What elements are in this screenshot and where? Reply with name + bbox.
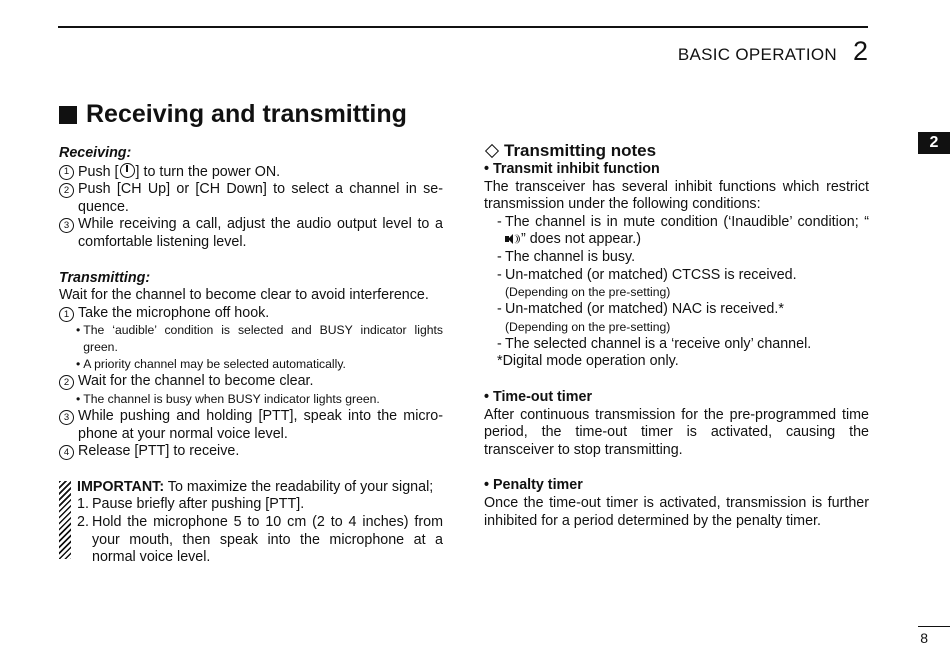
receiving-step-2 [59,181,443,216]
transmitting-intro: Wait for the channel to become clear to avoid interference. [59,287,429,304]
page-number-rule [918,626,950,627]
condition-1-text-a: The channel is in mute condition (‘Inaudible’ condition; “ [505,213,869,230]
section-number: 2 [852,36,868,66]
power-icon [120,163,135,178]
note-text: The channel is busy when BUSY indicator lights green. [83,391,380,406]
note-text: A priority channel may be selected automatically. [83,357,346,372]
top-rule [58,26,868,28]
dash-marker: - [497,248,502,265]
condition-3-text: Un-matched (or matched) CTCSS is received. [505,266,797,283]
important-notice [59,479,443,567]
timeout-heading: • Time-out timer [484,388,593,405]
inhibit-condition-5 [484,336,869,354]
page-title-text: Receiving and transmitting [86,100,407,128]
section-header [678,36,868,67]
bullet-icon: • [76,357,81,372]
dash-marker: - [497,213,502,230]
important-text: To maximize the readability of your signal; [164,478,434,495]
important-item-1 [77,496,443,514]
transmitting-step-1-note-1 [59,322,443,356]
inhibit-condition-1 [484,214,869,249]
transmitting-step-4 [59,443,443,461]
item-number: 2. [77,513,89,530]
page-number: 8 [920,630,928,646]
condition-4-text: Un-matched (or matched) NAC is received.* [505,301,784,318]
transmitting-step-4-text: Release [PTT] to receive. [78,443,240,460]
receiving-step-2-text: Push [CH Up] or [CH Down] to select a channel in se- quence. [78,181,443,215]
transmitting-step-3 [59,408,443,443]
transmitting-step-1-text: Take the microphone off hook. [78,304,270,321]
item-number: 1. [77,496,89,513]
important-label: IMPORTANT: [77,478,165,495]
receiving-step-3 [59,216,443,251]
important-item-2 [77,514,443,567]
right-column [484,141,869,530]
circled-number-3: 3 [59,218,74,233]
inhibit-intro: The transceiver has several inhibit functions which restrict transmission under the following conditions: [484,178,869,213]
item-text: Hold the microphone 5 to 10 cm (2 to 4 inches) from your mouth, then speak into the microphone at a normal voice level. [92,513,443,566]
chapter-side-tab[interactable]: 2 [918,132,950,154]
circled-number-1: 1 [59,307,74,322]
receiving-step-1 [59,163,443,182]
receiving-step-3-text: While receiving a call, adjust the audio output level to a comfortable listening level. [78,216,443,250]
page-title [59,100,407,129]
speaker-icon [505,234,521,244]
transmitting-step-1-note-2 [59,356,443,373]
inhibit-heading: • Transmit inhibit function [484,161,660,177]
condition-4-note: (Depending on the pre-setting) [505,319,671,334]
inhibit-condition-3 [484,267,869,285]
digital-mode-footnote: *Digital mode operation only. [497,353,679,370]
condition-3-note: (Depending on the pre-setting) [505,285,671,300]
hatch-marker-icon [59,481,71,559]
transmitting-step-2 [59,373,443,391]
bullet-icon: • [76,391,81,406]
receiving-step-1-after: ] to turn the power ON. [135,163,281,180]
note-text: The ‘audible’ condition is selected and BUSY indicator lights green. [83,323,443,355]
inhibit-condition-4 [484,301,869,319]
circled-number-4: 4 [59,445,74,460]
dash-marker: - [497,335,502,352]
left-column [59,145,443,567]
circled-number-1: 1 [59,165,74,180]
transmitting-step-3-text: While pushing and holding [PTT], speak into the micro- phone at your normal voice level. [78,407,443,442]
section-label: BASIC OPERATION [677,45,837,64]
transmitting-step-2-note-1 [59,391,443,408]
square-bullet-icon [59,106,77,124]
transmitting-step-2-text: Wait for the channel to become clear. [78,373,314,390]
condition-1-text-b: ” does not appear.) [521,231,642,248]
bullet-icon: • [76,323,81,338]
transmitting-notes-heading [484,141,869,161]
dash-marker: - [497,266,502,283]
receiving-heading: Receiving: [59,145,132,161]
diamond-icon [485,144,499,158]
penalty-text: Once the time-out timer is activated, transmission is further inhibited for a period determined by the penalty timer. [484,494,869,529]
condition-5-text: The selected channel is a ‘receive only’ channel. [505,335,812,352]
circled-number-2: 2 [59,183,74,198]
circled-number-2: 2 [59,375,74,390]
transmitting-step-1 [59,305,443,323]
transmitting-heading: Transmitting: [59,269,151,286]
circled-number-3: 3 [59,410,74,425]
penalty-heading: • Penalty timer [484,477,583,494]
inhibit-condition-2 [484,249,869,267]
item-text: Pause briefly after pushing [PTT]. [92,496,305,513]
transmitting-notes-heading-text: Transmitting notes [504,141,657,160]
dash-marker: - [497,301,502,318]
condition-2-text: The channel is busy. [505,248,636,265]
receiving-step-1-before: Push [ [78,163,119,180]
timeout-text: After continuous transmission for the pre-programmed time period, the time-out timer is activated, causing the transceiver to stop transmitting. [484,406,869,458]
